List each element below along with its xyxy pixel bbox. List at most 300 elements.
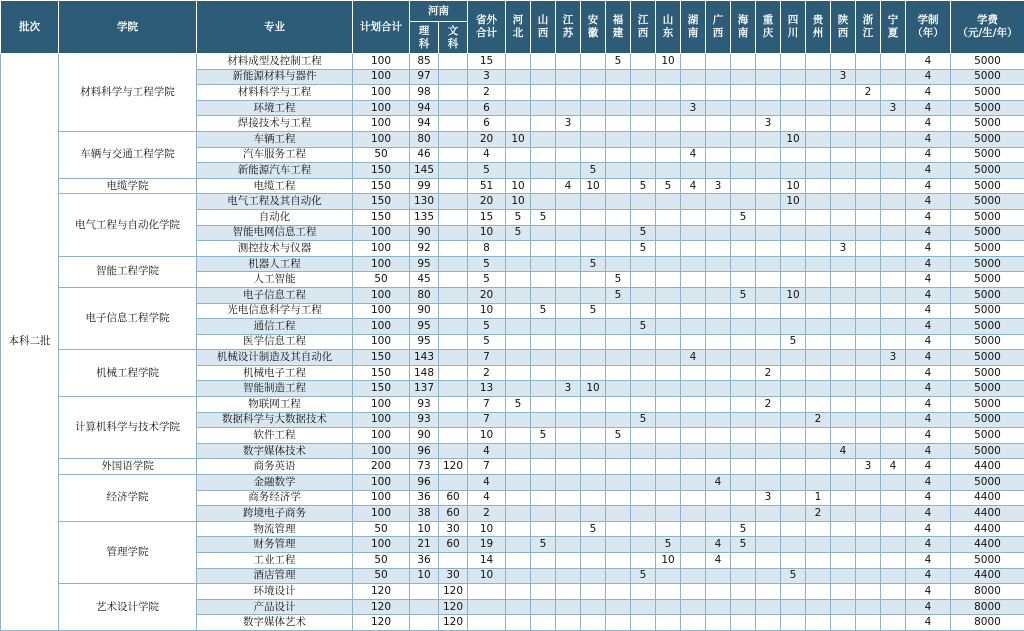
province-quota-cell [881, 225, 906, 241]
major-cell: 环境工程 [197, 100, 353, 116]
province-quota-cell [831, 350, 856, 366]
college-cell: 电缆学院 [59, 178, 197, 194]
plan-total-cell: 100 [353, 69, 410, 85]
henan-arts-cell: 30 [439, 521, 468, 537]
major-cell: 新能源汽车工程 [197, 163, 353, 179]
province-quota-cell [756, 584, 781, 600]
province-quota-cell [806, 225, 831, 241]
out-total-cell: 20 [468, 131, 506, 147]
province-quota-cell [781, 553, 806, 569]
province-quota-cell [881, 490, 906, 506]
province-quota-cell [706, 459, 731, 475]
province-quota-cell [806, 584, 831, 600]
province-quota-cell [706, 116, 731, 132]
header-major: 专业 [197, 1, 353, 54]
henan-arts-cell [439, 54, 468, 70]
province-quota-cell [656, 319, 681, 335]
province-quota-cell [706, 256, 731, 272]
province-quota-cell [606, 225, 631, 241]
province-quota-cell [831, 506, 856, 522]
plan-total-cell: 150 [353, 209, 410, 225]
province-quota-cell [606, 521, 631, 537]
province-quota-cell [606, 85, 631, 101]
province-quota-cell [756, 521, 781, 537]
province-quota-cell [681, 490, 706, 506]
province-quota-cell [556, 209, 581, 225]
province-quota-cell [581, 54, 606, 70]
province-quota-cell [556, 568, 581, 584]
province-quota-cell [606, 506, 631, 522]
province-quota-cell [681, 381, 706, 397]
out-total-cell: 8 [468, 241, 506, 257]
province-quota-cell [831, 100, 856, 116]
major-cell: 机器人工程 [197, 256, 353, 272]
henan-arts-cell [439, 256, 468, 272]
province-quota-cell [656, 615, 681, 631]
fee-cell: 8000 [951, 584, 1024, 600]
table-row [1, 131, 1024, 147]
henan-arts-cell [439, 241, 468, 257]
province-quota-cell [806, 272, 831, 288]
province-quota-cell [631, 490, 656, 506]
province-quota-cell [831, 54, 856, 70]
header-province-shanxi: 山 西 [531, 1, 556, 54]
province-quota-cell [631, 615, 656, 631]
out-total-cell: 6 [468, 116, 506, 132]
province-quota-cell [831, 272, 856, 288]
province-quota-cell [856, 521, 881, 537]
province-quota-cell [506, 506, 531, 522]
plan-total-cell: 100 [353, 443, 410, 459]
duration-cell: 4 [906, 209, 951, 225]
henan-arts-cell: 120 [439, 599, 468, 615]
college-cell: 管理学院 [59, 521, 197, 583]
major-cell: 焊接技术与工程 [197, 116, 353, 132]
plan-total-cell: 50 [353, 553, 410, 569]
major-cell: 新能源材料与器件 [197, 69, 353, 85]
province-quota-cell [856, 599, 881, 615]
province-quota-cell [781, 521, 806, 537]
henan-arts-cell [439, 287, 468, 303]
fee-cell: 5000 [951, 397, 1024, 413]
plan-total-cell: 100 [353, 475, 410, 491]
province-quota-cell [606, 116, 631, 132]
henan-arts-cell [439, 381, 468, 397]
province-quota-cell [881, 553, 906, 569]
province-quota-cell: 2 [756, 365, 781, 381]
province-quota-cell: 5 [581, 256, 606, 272]
province-quota-cell [681, 599, 706, 615]
province-quota-cell: 5 [606, 54, 631, 70]
major-cell: 材料成型及控制工程 [197, 54, 353, 70]
province-quota-cell [631, 256, 656, 272]
province-quota-cell [656, 365, 681, 381]
province-quota-cell [556, 412, 581, 428]
out-total-cell [468, 599, 506, 615]
henan-arts-cell [439, 147, 468, 163]
fee-cell: 5000 [951, 241, 1024, 257]
province-quota-cell [556, 194, 581, 210]
province-quota-cell: 5 [581, 163, 606, 179]
province-quota-cell [606, 209, 631, 225]
henan-arts-cell [439, 178, 468, 194]
province-quota-cell [806, 553, 831, 569]
province-quota-cell [856, 194, 881, 210]
province-quota-cell [806, 397, 831, 413]
fee-cell: 5000 [951, 194, 1024, 210]
college-cell: 智能工程学院 [59, 256, 197, 287]
college-cell: 材料科学与工程学院 [59, 54, 197, 132]
province-quota-cell [656, 85, 681, 101]
plan-total-cell: 50 [353, 272, 410, 288]
table-row [1, 397, 1024, 413]
province-quota-cell [756, 615, 781, 631]
province-quota-cell [731, 54, 756, 70]
henan-science-cell: 90 [410, 225, 439, 241]
province-quota-cell [656, 147, 681, 163]
province-quota-cell [706, 412, 731, 428]
province-quota-cell: 3 [556, 381, 581, 397]
province-quota-cell [706, 163, 731, 179]
province-quota-cell [731, 194, 756, 210]
province-quota-cell [656, 69, 681, 85]
province-quota-cell [681, 584, 706, 600]
province-quota-cell [656, 303, 681, 319]
header-province-shaanxi: 陕 西 [831, 1, 856, 54]
province-quota-cell: 10 [656, 54, 681, 70]
henan-arts-cell [439, 428, 468, 444]
henan-arts-cell [439, 100, 468, 116]
province-quota-cell [806, 334, 831, 350]
henan-science-cell: 36 [410, 553, 439, 569]
province-quota-cell [656, 334, 681, 350]
table-header [1, 1, 1024, 54]
province-quota-cell [781, 506, 806, 522]
henan-arts-cell [439, 553, 468, 569]
province-quota-cell [831, 381, 856, 397]
province-quota-cell: 4 [706, 537, 731, 553]
province-quota-cell [831, 615, 856, 631]
duration-cell: 4 [906, 100, 951, 116]
province-quota-cell [881, 131, 906, 147]
province-quota-cell: 5 [631, 178, 656, 194]
table-row [1, 475, 1024, 491]
province-quota-cell [781, 225, 806, 241]
header-arts: 文 科 [439, 22, 468, 54]
province-quota-cell [556, 443, 581, 459]
province-quota-cell [731, 131, 756, 147]
province-quota-cell [756, 506, 781, 522]
province-quota-cell [831, 225, 856, 241]
province-quota-cell [881, 85, 906, 101]
province-quota-cell [631, 131, 656, 147]
province-quota-cell [881, 428, 906, 444]
province-quota-cell [756, 100, 781, 116]
province-quota-cell [656, 194, 681, 210]
province-quota-cell [581, 506, 606, 522]
henan-science-cell: 94 [410, 100, 439, 116]
province-quota-cell: 3 [706, 178, 731, 194]
fee-cell: 5000 [951, 319, 1024, 335]
province-quota-cell [606, 584, 631, 600]
henan-science-cell: 97 [410, 69, 439, 85]
province-quota-cell [506, 54, 531, 70]
duration-cell: 4 [906, 381, 951, 397]
province-quota-cell [806, 537, 831, 553]
province-quota-cell [606, 537, 631, 553]
province-quota-cell [806, 350, 831, 366]
province-quota-cell [681, 568, 706, 584]
province-quota-cell [806, 241, 831, 257]
major-cell: 机械设计制造及其自动化 [197, 350, 353, 366]
province-quota-cell: 3 [756, 490, 781, 506]
plan-total-cell: 150 [353, 350, 410, 366]
province-quota-cell [856, 241, 881, 257]
plan-total-cell: 100 [353, 287, 410, 303]
fee-cell: 8000 [951, 615, 1024, 631]
duration-cell: 4 [906, 397, 951, 413]
province-quota-cell: 5 [631, 319, 656, 335]
province-quota-cell [506, 553, 531, 569]
province-quota-cell [706, 490, 731, 506]
province-quota-cell [656, 599, 681, 615]
province-quota-cell: 5 [531, 537, 556, 553]
province-quota-cell [831, 568, 856, 584]
province-quota-cell [756, 428, 781, 444]
out-total-cell: 3 [468, 69, 506, 85]
province-quota-cell [681, 209, 706, 225]
province-quota-cell [581, 553, 606, 569]
henan-arts-cell [439, 334, 468, 350]
province-quota-cell [856, 615, 881, 631]
province-quota-cell [781, 599, 806, 615]
province-quota-cell [506, 521, 531, 537]
table-row [1, 584, 1024, 600]
province-quota-cell [531, 443, 556, 459]
province-quota-cell [806, 443, 831, 459]
province-quota-cell [581, 85, 606, 101]
major-cell: 商务经济学 [197, 490, 353, 506]
province-quota-cell [756, 131, 781, 147]
plan-total-cell: 100 [353, 428, 410, 444]
major-cell: 自动化 [197, 209, 353, 225]
header-province-ningxia: 宁 夏 [881, 1, 906, 54]
province-quota-cell [681, 54, 706, 70]
province-quota-cell [831, 287, 856, 303]
province-quota-cell [756, 459, 781, 475]
henan-science-cell [410, 584, 439, 600]
out-total-cell: 5 [468, 256, 506, 272]
duration-cell: 4 [906, 350, 951, 366]
province-quota-cell [631, 459, 656, 475]
province-quota-cell [631, 599, 656, 615]
header-province-hainan: 海 南 [731, 1, 756, 54]
province-quota-cell [881, 475, 906, 491]
province-quota-cell [556, 506, 581, 522]
table-row [1, 521, 1024, 537]
province-quota-cell [856, 116, 881, 132]
province-quota-cell [706, 584, 731, 600]
header-province-jiangsu: 江 苏 [556, 1, 581, 54]
province-quota-cell [606, 319, 631, 335]
province-quota-cell [831, 303, 856, 319]
province-quota-cell [856, 490, 881, 506]
fee-cell: 5000 [951, 54, 1024, 70]
header-province-guangxi: 广 西 [706, 1, 731, 54]
province-quota-cell [731, 241, 756, 257]
header-province-guizhou: 贵 州 [806, 1, 831, 54]
province-quota-cell [581, 350, 606, 366]
province-quota-cell [881, 615, 906, 631]
province-quota-cell [581, 599, 606, 615]
henan-arts-cell [439, 194, 468, 210]
henan-arts-cell: 30 [439, 568, 468, 584]
henan-arts-cell [439, 412, 468, 428]
province-quota-cell [731, 568, 756, 584]
province-quota-cell: 5 [506, 397, 531, 413]
province-quota-cell [856, 475, 881, 491]
province-quota-cell [731, 459, 756, 475]
province-quota-cell [856, 54, 881, 70]
province-quota-cell [606, 178, 631, 194]
fee-cell: 5000 [951, 350, 1024, 366]
province-quota-cell [831, 194, 856, 210]
province-quota-cell [756, 225, 781, 241]
province-quota-cell [681, 194, 706, 210]
fee-cell: 5000 [951, 412, 1024, 428]
out-total-cell: 2 [468, 506, 506, 522]
province-quota-cell [781, 412, 806, 428]
province-quota-cell [681, 615, 706, 631]
province-quota-cell [831, 131, 856, 147]
province-quota-cell [606, 412, 631, 428]
province-quota-cell [856, 287, 881, 303]
header-province-zhejiang: 浙 江 [856, 1, 881, 54]
major-cell: 智能制造工程 [197, 381, 353, 397]
province-quota-cell [681, 553, 706, 569]
province-quota-cell [531, 365, 556, 381]
henan-arts-cell [439, 85, 468, 101]
province-quota-cell [831, 537, 856, 553]
duration-cell: 4 [906, 147, 951, 163]
province-quota-cell [606, 69, 631, 85]
out-total-cell: 7 [468, 459, 506, 475]
henan-science-cell: 148 [410, 365, 439, 381]
fee-cell: 5000 [951, 553, 1024, 569]
province-quota-cell [581, 287, 606, 303]
major-cell: 金融数学 [197, 475, 353, 491]
province-quota-cell [531, 334, 556, 350]
province-quota-cell [556, 521, 581, 537]
duration-cell: 4 [906, 584, 951, 600]
province-quota-cell [756, 334, 781, 350]
province-quota-cell [656, 131, 681, 147]
province-quota-cell [831, 256, 856, 272]
duration-cell: 4 [906, 256, 951, 272]
province-quota-cell [606, 553, 631, 569]
duration-cell: 4 [906, 194, 951, 210]
major-cell: 车辆工程 [197, 131, 353, 147]
province-quota-cell [606, 397, 631, 413]
college-cell: 外国语学院 [59, 459, 197, 475]
province-quota-cell [556, 615, 581, 631]
province-quota-cell [856, 131, 881, 147]
out-total-cell: 6 [468, 100, 506, 116]
province-quota-cell: 10 [581, 178, 606, 194]
province-quota-cell: 5 [506, 209, 531, 225]
major-cell: 物流管理 [197, 521, 353, 537]
province-quota-cell [781, 381, 806, 397]
province-quota-cell [831, 521, 856, 537]
province-quota-cell: 2 [806, 412, 831, 428]
province-quota-cell [881, 241, 906, 257]
plan-total-cell: 150 [353, 381, 410, 397]
province-quota-cell [681, 319, 706, 335]
province-quota-cell [756, 475, 781, 491]
major-cell: 电缆工程 [197, 178, 353, 194]
province-quota-cell [556, 599, 581, 615]
province-quota-cell [756, 272, 781, 288]
province-quota-cell [781, 459, 806, 475]
province-quota-cell [531, 54, 556, 70]
henan-arts-cell [439, 303, 468, 319]
province-quota-cell [531, 490, 556, 506]
henan-science-cell: 95 [410, 334, 439, 350]
province-quota-cell [531, 319, 556, 335]
province-quota-cell [831, 209, 856, 225]
henan-science-cell: 93 [410, 397, 439, 413]
henan-science-cell: 96 [410, 443, 439, 459]
province-quota-cell [781, 272, 806, 288]
province-quota-cell: 1 [806, 490, 831, 506]
province-quota-cell: 3 [881, 100, 906, 116]
duration-cell: 4 [906, 131, 951, 147]
province-quota-cell [831, 428, 856, 444]
province-quota-cell [531, 194, 556, 210]
province-quota-cell [756, 287, 781, 303]
province-quota-cell [581, 537, 606, 553]
province-quota-cell [506, 350, 531, 366]
province-quota-cell [531, 225, 556, 241]
major-cell: 物联网工程 [197, 397, 353, 413]
major-cell: 人工智能 [197, 272, 353, 288]
fee-cell: 4400 [951, 568, 1024, 584]
province-quota-cell [881, 54, 906, 70]
province-quota-cell [781, 116, 806, 132]
henan-arts-cell [439, 131, 468, 147]
province-quota-cell [756, 412, 781, 428]
henan-science-cell: 92 [410, 241, 439, 257]
province-quota-cell [531, 475, 556, 491]
college-cell: 机械工程学院 [59, 350, 197, 397]
fee-cell: 5000 [951, 85, 1024, 101]
province-quota-cell [731, 256, 756, 272]
out-total-cell: 7 [468, 412, 506, 428]
province-quota-cell [781, 54, 806, 70]
duration-cell: 4 [906, 443, 951, 459]
province-quota-cell [581, 397, 606, 413]
province-quota-cell: 10 [506, 178, 531, 194]
province-quota-cell: 5 [581, 303, 606, 319]
province-quota-cell [531, 506, 556, 522]
province-quota-cell [706, 194, 731, 210]
out-total-cell [468, 615, 506, 631]
province-quota-cell [681, 334, 706, 350]
province-quota-cell [856, 553, 881, 569]
province-quota-cell [556, 256, 581, 272]
province-quota-cell [581, 443, 606, 459]
plan-total-cell: 100 [353, 241, 410, 257]
